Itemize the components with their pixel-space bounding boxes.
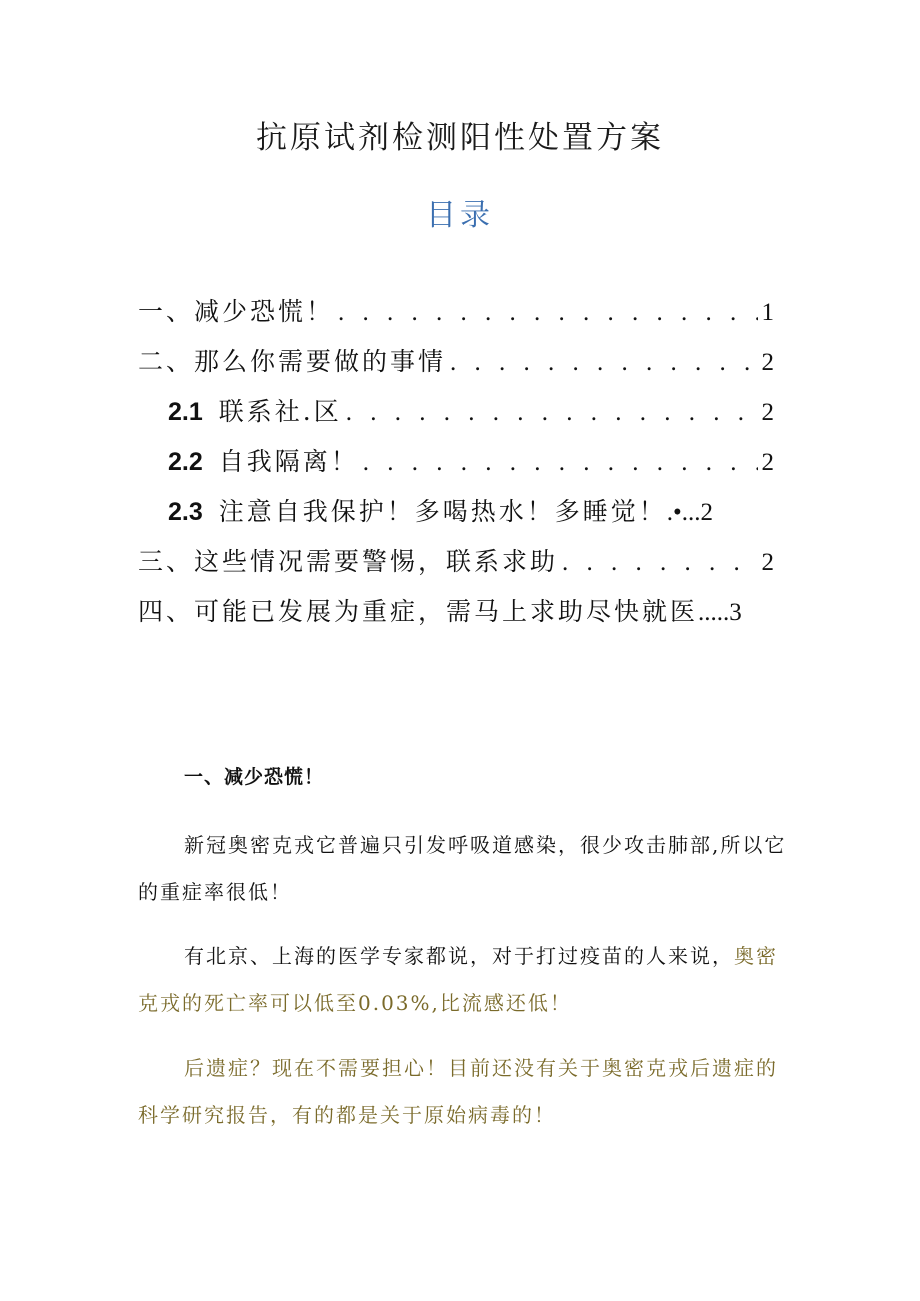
toc-page-number: 2 [761, 399, 774, 426]
toc-entry-number: 2.1 [168, 398, 203, 426]
toc-entry-number: 2.2 [168, 448, 203, 476]
table-of-contents [138, 292, 774, 642]
toc-entry-2[interactable] [138, 342, 774, 392]
toc-page-number: 2 [761, 449, 774, 476]
toc-leader-dots [450, 349, 757, 377]
toc-entry-text: 联系社.区 [218, 397, 342, 426]
toc-entry-text: 二、那么你需要做的事情 [138, 347, 447, 376]
toc-page-number: .....3 [698, 599, 742, 626]
paragraph-3-text-a: 后遗症？现在不需要担心！ [184, 1056, 448, 1080]
paragraph-3-text-b: 目前还没有关于奥密克戎后遗症的科学研究报告，有的都是关于原始病毒的！ [138, 1056, 778, 1127]
toc-entry-text: 四、可能已发展为重症，需马上求助尽快就医 [138, 597, 699, 626]
toc-entry-text: 三、这些情况需要警惕，联系求助 [138, 547, 559, 576]
toc-entry-2-3[interactable] [138, 492, 774, 542]
toc-entry-3[interactable] [138, 542, 774, 592]
toc-entry-text: 自我隔离！ [218, 447, 359, 476]
toc-entry-2-1[interactable] [138, 392, 774, 442]
toc-entry-1[interactable] [138, 292, 774, 342]
toc-leader-dots [363, 449, 758, 477]
toc-entry-number: 2.3 [168, 498, 203, 526]
toc-leader-dots [338, 299, 757, 327]
toc-entry-text: 注意自我保护！多喝热水！多睡觉！ [218, 497, 667, 526]
toc-page-number: 2 [761, 349, 774, 376]
toc-entry-text: 一、减少恐慌！ [138, 297, 335, 326]
toc-page-number: 1 [761, 299, 774, 326]
toc-page-number: 2 [761, 549, 774, 576]
paragraph-2-text: 有北京、上海的医学专家都说，对于打过疫苗的人来说， [184, 944, 734, 968]
toc-page-number: .•...2 [666, 499, 714, 526]
toc-leader-dots [346, 399, 758, 427]
paragraph-2 [138, 933, 788, 1027]
paragraph-3 [138, 1045, 788, 1139]
document-title: 抗原试剂检测阳性处置方案 [256, 120, 664, 156]
section-heading: 一、减少恐慌！ [184, 766, 325, 788]
paragraph-2-highlight: 奥密克戎的死亡率可以低至0.03%,比流感还低！ [138, 944, 778, 1015]
toc-entry-4[interactable] [138, 592, 774, 642]
paragraph-1: 新冠奥密克戎它普遍只引发呼吸道感染，很少攻击肺部,所以它的重症率很低！ [138, 833, 787, 904]
toc-heading: 目录 [426, 198, 494, 233]
toc-leader-dots [562, 549, 757, 577]
toc-entry-2-2[interactable] [138, 442, 774, 492]
